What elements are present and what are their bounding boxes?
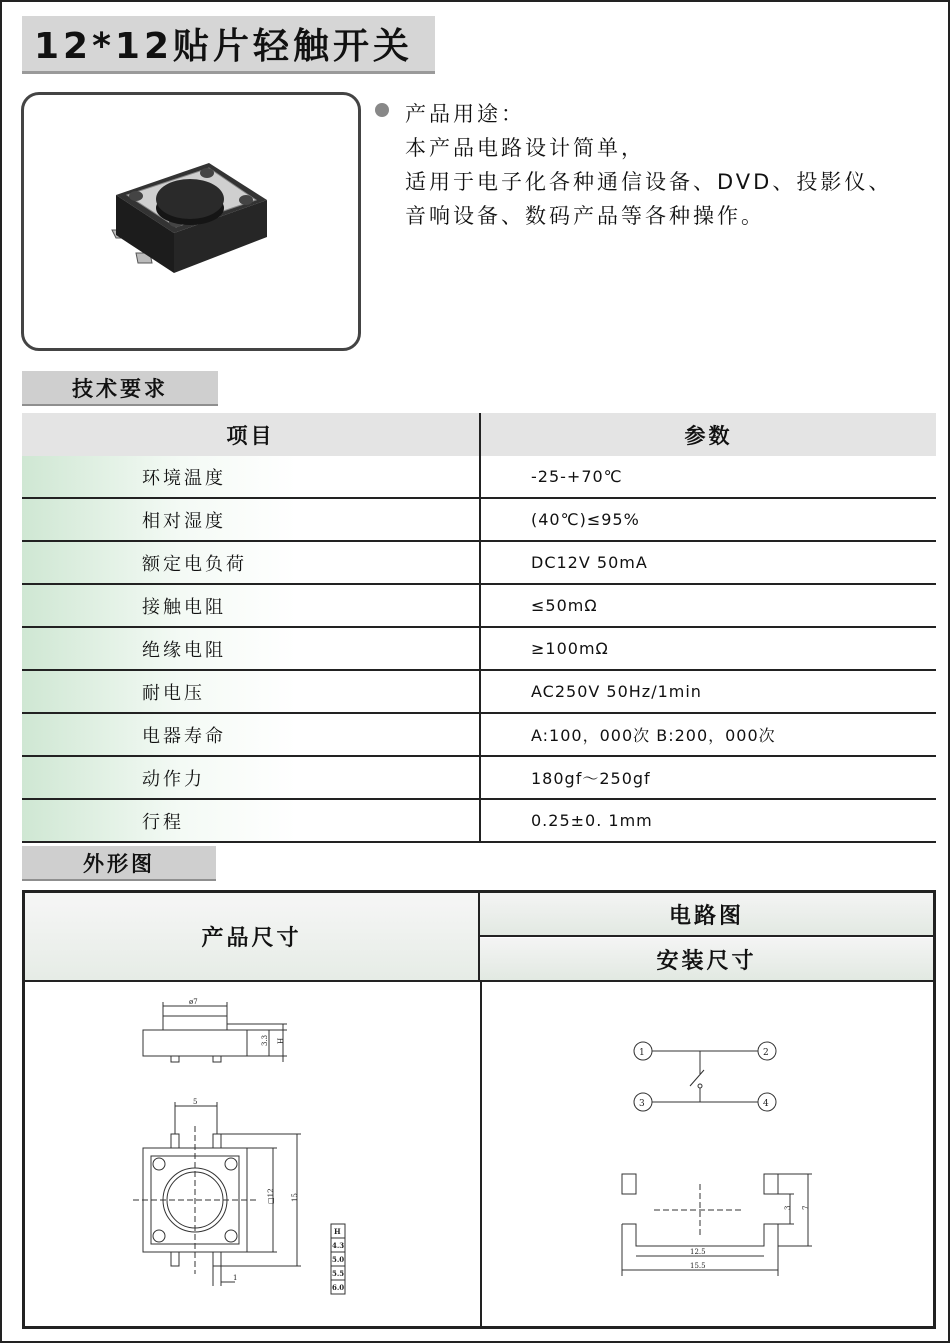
row-name: 电器寿命 xyxy=(22,714,479,755)
row-value: 0.25±0. 1mm xyxy=(479,800,936,841)
row-value: A:100，000次 B:200，000次 xyxy=(479,714,936,755)
dim-body: □12 xyxy=(267,1188,275,1204)
h-table-cell: 5.0 xyxy=(332,1255,345,1264)
header-param: 参数 xyxy=(479,413,936,456)
section-label-specs: 技术要求 xyxy=(22,371,218,406)
page-title xyxy=(22,16,435,74)
row-value: ≥100mΩ xyxy=(479,628,936,669)
usage-line: 本产品电路设计简单， xyxy=(405,136,645,160)
dim-pin: 1 xyxy=(233,1274,238,1282)
table-row xyxy=(22,456,936,499)
usage-line: 适用于电子化各种通信设备、DVD、投影仪、 xyxy=(405,170,893,194)
switch-product-image xyxy=(24,95,358,348)
header-item: 项目 xyxy=(226,423,275,448)
row-value: (40℃)≤95% xyxy=(479,499,936,540)
usage-description xyxy=(375,97,935,233)
circuit-pin: 2 xyxy=(763,1048,769,1058)
spec-table-header xyxy=(22,413,936,456)
row-value: 180gf～250gf xyxy=(479,757,936,798)
row-name: 行程 xyxy=(22,800,479,841)
row-value: AC250V 50Hz/1min xyxy=(479,671,936,712)
row-name: 环境温度 xyxy=(22,456,479,497)
outline-drawing-box xyxy=(22,890,936,1329)
row-value: DC12V 50mA xyxy=(479,542,936,583)
row-name: 额定电负荷 xyxy=(22,542,479,583)
usage-line: 音响设备、数码产品等各种操作。 xyxy=(405,204,765,228)
page-title-text: 12*12贴片轻触开关 xyxy=(34,26,414,67)
row-value: -25-+70℃ xyxy=(479,456,936,497)
header-mount-size: 安装尺寸 xyxy=(480,938,933,982)
dim-top-width: 5 xyxy=(193,1098,198,1106)
row-name: 动作力 xyxy=(22,757,479,798)
table-row xyxy=(22,585,936,628)
header-product-size: 产品尺寸 xyxy=(25,893,480,982)
table-row xyxy=(22,542,936,585)
h-table-cell: 6.0 xyxy=(332,1283,345,1292)
row-name: 接触电阻 xyxy=(22,585,479,626)
table-row xyxy=(22,671,936,714)
row-name: 绝缘电阻 xyxy=(22,628,479,669)
table-row xyxy=(22,800,936,843)
mount-dim-v1: 3 xyxy=(784,1205,792,1210)
row-name: 耐电压 xyxy=(22,671,479,712)
h-table-cell: 4.3 xyxy=(332,1241,345,1250)
table-row xyxy=(22,628,936,671)
bullet-icon xyxy=(375,103,389,117)
dim-outer: 15 xyxy=(291,1193,299,1202)
row-value: ≤50mΩ xyxy=(479,585,936,626)
spec-table xyxy=(22,413,936,843)
mount-dim-v2: 7 xyxy=(802,1205,810,1210)
usage-line: 产品用途： xyxy=(405,102,525,126)
mount-dim-outer: 15.5 xyxy=(690,1262,706,1270)
circuit-mount-drawing xyxy=(482,984,933,1327)
header-circuit: 电路图 xyxy=(480,893,933,937)
table-row xyxy=(22,714,936,757)
h-table-cell: H xyxy=(334,1227,341,1236)
h-table-cell: 5.5 xyxy=(332,1269,345,1278)
product-photo xyxy=(21,92,361,351)
mount-dim-inner: 12.5 xyxy=(690,1248,706,1256)
product-dimension-drawing xyxy=(25,984,478,1327)
dim-diameter: ø7 xyxy=(189,998,198,1006)
section-label-outline: 外形图 xyxy=(22,846,216,881)
circuit-pin: 4 xyxy=(763,1099,769,1109)
circuit-pin: 1 xyxy=(639,1048,645,1058)
table-row xyxy=(22,757,936,800)
dim-h2: H xyxy=(277,1037,285,1044)
circuit-pin: 3 xyxy=(639,1099,645,1109)
table-row xyxy=(22,499,936,542)
dim-h1: 3.3 xyxy=(261,1034,269,1046)
row-name: 相对湿度 xyxy=(22,499,479,540)
